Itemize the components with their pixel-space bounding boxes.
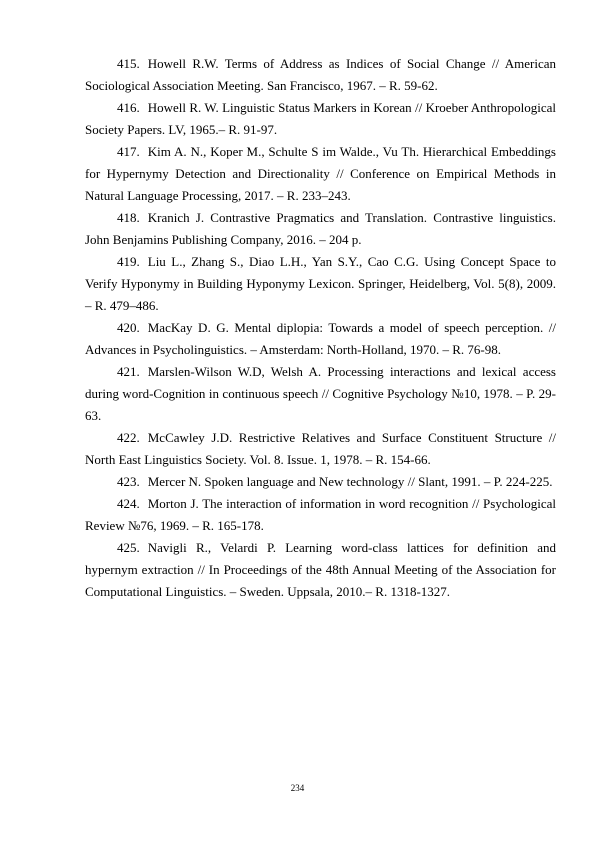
reference-number: 424.: [117, 496, 140, 511]
reference-text: Kranich J. Contrastive Pragmatics and Translation. Contrastive linguistics. John Benjamins Publishing Company, 2016. – 204 p.: [85, 210, 556, 247]
reference-text: Kim A. N., Koper M., Schulte S im Walde., Vu Th. Hierarchical Embeddings for Hypernymy Detection and Directionality // Conference on Empirical Methods in Natural Language Processing, 2017. – R. 233–243.: [85, 144, 556, 203]
reference-entry: [85, 493, 556, 537]
reference-entry: [85, 141, 556, 207]
reference-number: 422.: [117, 430, 140, 445]
reference-entry: [85, 207, 556, 251]
reference-entry: [85, 471, 556, 493]
reference-text: Liu L., Zhang S., Diao L.H., Yan S.Y., Cao C.G. Using Concept Space to Verify Hyponymy in Building Hyponymy Lexicon. Springer, Heidelberg, Vol. 5(8), 2009. – R. 479–486.: [85, 254, 556, 313]
reference-entry: [85, 537, 556, 603]
reference-text: Marslen-Wilson W.D, Welsh A. Processing interactions and lexical access during word-Cognition in continuous speech // Cognitive Psychology №10, 1978. – P. 29-63.: [85, 364, 556, 423]
reference-text: Mercer N. Spoken language and New technology // Slant, 1991. – P. 224-225.: [147, 474, 553, 489]
reference-entry: [85, 317, 556, 361]
reference-number: 420.: [117, 320, 140, 335]
reference-number: 419.: [117, 254, 140, 269]
reference-entry: [85, 427, 556, 471]
reference-entry: [85, 53, 556, 97]
reference-entry: [85, 251, 556, 317]
reference-list: [85, 53, 556, 603]
reference-text: Howell R.W. Terms of Address as Indices of Social Change // American Sociological Association Meeting. San Francisco, 1967. – R. 59-62.: [85, 56, 556, 93]
reference-text: MacKay D. G. Mental diplopia: Towards a model of speech perception. // Advances in Psycholinguistics. – Amsterdam: North-Holland, 1970. – R. 76-98.: [85, 320, 556, 357]
reference-number: 423.: [117, 474, 140, 489]
reference-text: Howell R. W. Linguistic Status Markers in Korean // Kroeber Anthropological Society Papers. LV, 1965.– R. 91-97.: [85, 100, 556, 137]
reference-entry: [85, 361, 556, 427]
reference-entry: [85, 97, 556, 141]
reference-number: 416.: [117, 100, 140, 115]
reference-number: 425.: [117, 540, 140, 555]
reference-text: Morton J. The interaction of information in word recognition // Psychological Review №76, 1969. – R. 165-178.: [85, 496, 556, 533]
reference-number: 418.: [117, 210, 140, 225]
reference-number: 417.: [117, 144, 140, 159]
reference-number: 415.: [117, 56, 140, 71]
reference-number: 421.: [117, 364, 140, 379]
reference-text: Navigli R., Velardi P. Learning word-class lattices for definition and hypernym extraction // In Proceedings of the 48th Annual Meeting of the Association for Computational Linguistics. – Sweden. Uppsala, 2010.– R. 1318-1327.: [85, 540, 556, 599]
page-number: 234: [290, 783, 305, 793]
reference-text: McCawley J.D. Restrictive Relatives and Surface Constituent Structure // North East Linguistics Society. Vol. 8. Issue. 1, 1978. – R. 154-66.: [85, 430, 556, 467]
